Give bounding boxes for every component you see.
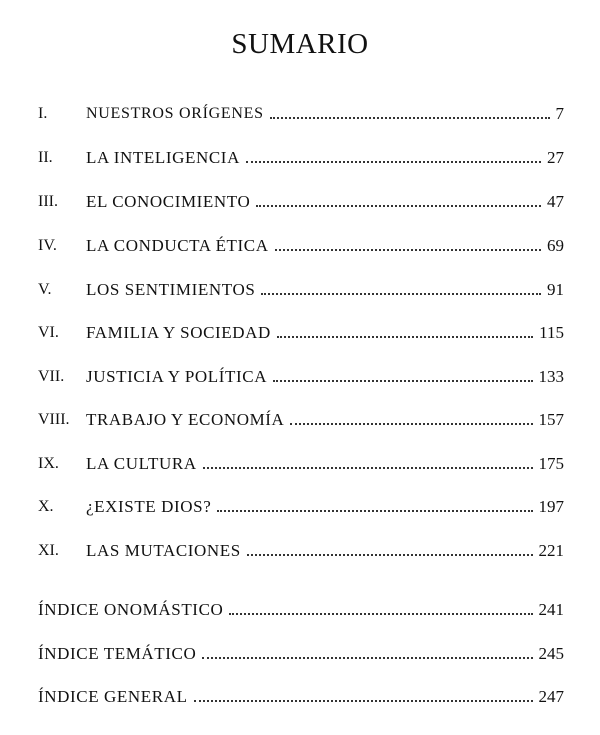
index-entry[interactable] [38, 592, 564, 618]
toc-entry[interactable] [38, 184, 564, 210]
page-number: 69 [547, 236, 564, 255]
chapter-title: LA CULTURA [86, 454, 197, 473]
page-title: SUMARIO [231, 28, 369, 60]
page-number: 241 [538, 600, 564, 619]
page-number: 157 [538, 410, 564, 429]
index-title: ÍNDICE GENERAL [38, 687, 188, 706]
page-number: 221 [538, 541, 564, 560]
page-number: 247 [538, 687, 564, 706]
dot-leader [194, 700, 533, 702]
chapter-number: X. [38, 498, 54, 515]
chapter-title: NUESTROS ORÍGENES [86, 105, 264, 122]
toc-entry[interactable] [38, 315, 564, 341]
dot-leader [277, 336, 533, 338]
toc-entry[interactable] [38, 359, 564, 385]
dot-leader [270, 117, 550, 119]
toc-entry[interactable] [38, 489, 564, 515]
chapter-title: EL CONOCIMIENTO [86, 192, 251, 211]
page-number: 197 [538, 497, 564, 516]
chapter-number: IV. [38, 237, 57, 254]
chapter-number: IX. [38, 455, 59, 472]
dot-leader [273, 380, 532, 382]
page-number: 7 [555, 104, 564, 123]
chapter-title: FAMILIA Y SOCIEDAD [86, 323, 271, 342]
page-number: 27 [547, 148, 564, 167]
dot-leader [229, 613, 532, 615]
chapter-number: XI. [38, 542, 59, 559]
dot-leader [256, 205, 541, 207]
page-number: 175 [538, 454, 564, 473]
page-number: 133 [538, 367, 564, 386]
page-number: 115 [539, 323, 564, 342]
dot-leader [246, 161, 541, 163]
page-number: 91 [547, 280, 564, 299]
dot-leader [247, 554, 533, 556]
toc-entry[interactable] [38, 140, 564, 166]
index-title: ÍNDICE ONOMÁSTICO [38, 600, 224, 619]
page-number: 245 [538, 644, 564, 663]
chapter-title: LA CONDUCTA ÉTICA [86, 236, 269, 255]
toc-entry[interactable] [38, 96, 564, 122]
chapter-title: JUSTICIA Y POLÍTICA [86, 367, 268, 386]
dot-leader [290, 423, 532, 425]
chapter-number: VIII. [38, 411, 70, 428]
chapter-title: LOS SENTIMIENTOS [86, 280, 256, 299]
index-entry[interactable] [38, 636, 564, 662]
toc-entry[interactable] [38, 228, 564, 254]
chapter-number: V. [38, 281, 52, 298]
toc-entry[interactable] [38, 533, 564, 559]
page-number: 47 [547, 192, 564, 211]
chapter-title: ¿EXISTE DIOS? [86, 497, 212, 516]
dot-leader [261, 293, 541, 295]
toc-entry[interactable] [38, 402, 564, 428]
chapter-number: I. [38, 105, 48, 122]
chapter-number: VII. [38, 368, 65, 385]
dot-leader [275, 249, 541, 251]
chapter-title: LAS MUTACIONES [86, 541, 241, 560]
chapter-title: LA INTELIGENCIA [86, 148, 240, 167]
chapter-number: II. [38, 149, 53, 166]
toc-entry[interactable] [38, 272, 564, 298]
dot-leader [217, 510, 532, 512]
dot-leader [203, 467, 533, 469]
chapter-number: VI. [38, 324, 59, 341]
dot-leader [202, 657, 532, 659]
chapter-title: TRABAJO Y ECONOMÍA [86, 410, 285, 429]
index-title: ÍNDICE TEMÁTICO [38, 644, 197, 663]
chapter-number: III. [38, 193, 58, 210]
toc-entry[interactable] [38, 446, 564, 472]
index-entry[interactable] [38, 679, 564, 705]
